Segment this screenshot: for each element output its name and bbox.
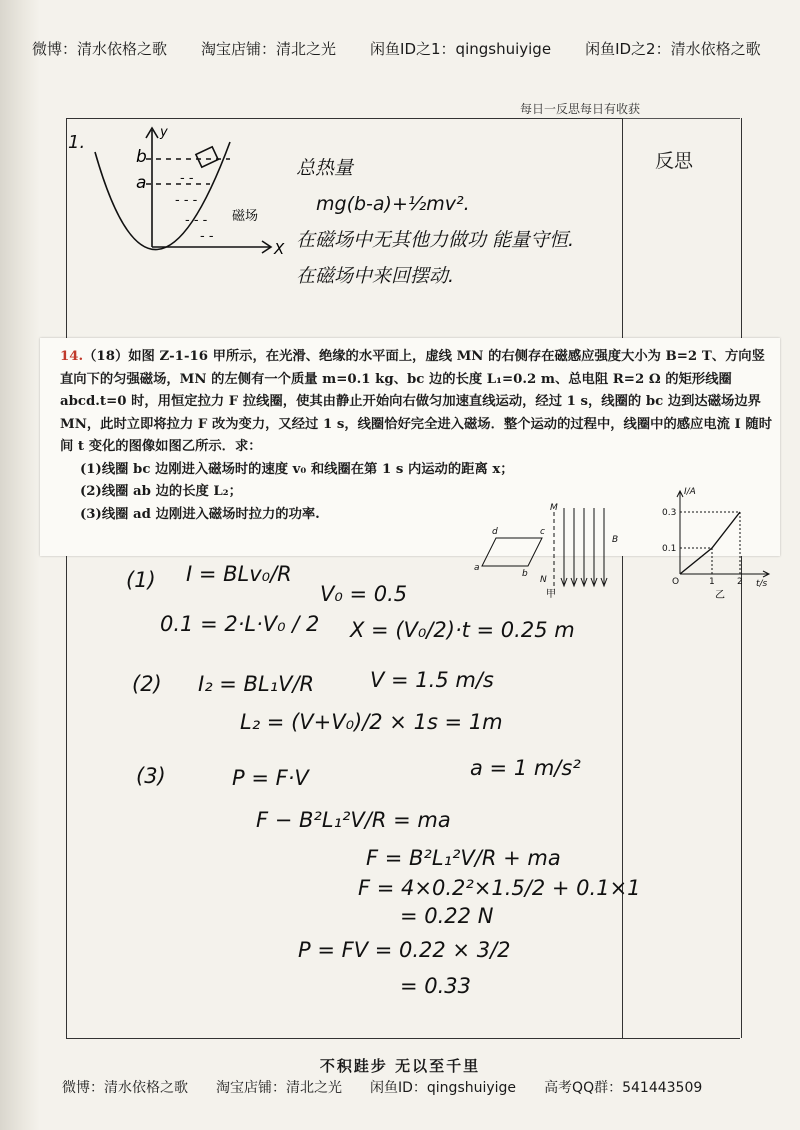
answer-line: V₀ = 0.5 (320, 582, 408, 606)
current-line (680, 512, 740, 574)
problem-intro: （18）如图 Z-1-16 甲所示，在光滑、绝缘的水平面上，虚线 MN 的右侧存在磁感应强度大小为 B=2 T、方向竖直向下的匀强磁场，MN 的左侧有一个质量 m=0.1 kg、bc 边的长度 L₁=0.2 m、总电阻 R=2 Ω 的矩形线圈 abcd.t=0 时，用恒定拉力 F 拉线圈，使其由静止开始向右做匀加速直线运动，经过 1 s，线圈的 bc 边到达磁场边界 MN，此时立即将拉力 F 改为变力，又经过 1 s，线圈恰好完全进入磁场．整个运动的过程中，线圈中的感应电流 I 随时间 t 变化的图像如图乙所示．求： (60, 349, 772, 454)
label-y: y (160, 125, 168, 140)
svg-text:- - -: - - - (175, 193, 198, 208)
label-n: N (540, 575, 547, 585)
row-divider (66, 118, 622, 119)
problem-number: 14. (60, 349, 84, 364)
reflection-column-label: 反思 (655, 150, 694, 172)
book-spine-shadow (0, 0, 40, 1130)
y-axis-label: I/A (684, 487, 696, 497)
label-field: 磁场 (232, 209, 259, 224)
svg-text:- -: - - (200, 229, 214, 244)
sub-question: (2)线圈 ab 边的长度 L₂； (80, 484, 242, 499)
answer-line: L₂ = (V+V₀)/2 × 1s = 1m (240, 710, 503, 734)
answer-3-label: (3) (136, 764, 166, 788)
header-item: 闲鱼ID之1：qingshuiyige (370, 40, 552, 58)
header-contact-line (32, 38, 780, 59)
footer-motto: 不积跬步 无以至千里 (319, 1057, 481, 1075)
answer-line: F = 4×0.2²×1.5/2 + 0.1×1 (358, 876, 641, 900)
header-item: 淘宝店铺：清北之光 (201, 40, 337, 58)
answer-line: = 0.22 N (400, 904, 494, 928)
svg-text:- - -: - - - (185, 213, 208, 228)
figure-caption: 乙 (715, 590, 725, 600)
tagline: 每日一反思每日有收获 (520, 102, 641, 116)
q1-energy-notes (296, 150, 574, 294)
footer-item: 闲鱼ID：qingshuiyige (370, 1080, 517, 1096)
answer-line: 0.1 = 2·L·V₀ / 2 (160, 612, 320, 636)
energy-note: 在磁场中无其他力做功 能量守恒. (296, 229, 575, 251)
x-axis-label: t/s (756, 579, 768, 589)
answer-line: P = F·V (232, 766, 309, 790)
figure-jia-coil-field (470, 498, 635, 598)
answer-2-label: (2) (132, 672, 162, 696)
coil-box (196, 147, 218, 167)
svg-text:- -: - - (180, 171, 194, 186)
answer-1-label: (1) (126, 568, 156, 592)
y-tick: 0.1 (662, 544, 677, 554)
y-tick: 0.3 (662, 508, 677, 518)
coil-abcd (482, 538, 542, 566)
question-number: 1. (68, 132, 86, 153)
answer-line: F − B²L₁²V/R = ma (256, 808, 451, 832)
answer-line: F = B²L₁²V/R + ma (366, 846, 561, 870)
x-tick: 2 (737, 577, 743, 587)
footer-item: 高考QQ群：541443509 (544, 1080, 703, 1096)
label-a: a (474, 563, 480, 573)
footer-item: 淘宝店铺：清北之光 (216, 1080, 342, 1096)
label-m: M (550, 503, 558, 513)
x-tick: O (672, 577, 680, 587)
sub-question: (1)线圈 bc 边刚进入磁场时的速度 v₀ 和线圈在第 1 s 内运动的距离 x； (80, 461, 514, 477)
answer-line: = 0.33 (400, 974, 472, 998)
label-a: a (136, 173, 147, 193)
label-x: X (274, 240, 285, 258)
label-c: c (540, 527, 545, 537)
field-lines (561, 508, 607, 586)
figure-caption: 甲 (546, 589, 556, 598)
energy-formula: mg(b-a)+½mv². (316, 193, 470, 215)
parabola-sketch (90, 122, 290, 262)
label-b-field: B (612, 535, 619, 545)
answer-line: P = FV = 0.22 × 3/2 (298, 938, 511, 962)
answer-line: a = 1 m/s² (470, 756, 581, 780)
answer-line: I₂ = BL₁V/R (198, 672, 315, 696)
figure-yi-current-graph (660, 482, 775, 600)
label-b: b (522, 569, 528, 579)
x-tick: 1 (709, 577, 715, 587)
answer-line: V = 1.5 m/s (370, 668, 494, 692)
sub-question: (3)线圈 ad 边刚进入磁场时拉力的功率. (80, 506, 320, 522)
answer-line: I = BLv₀/R (186, 562, 292, 586)
energy-note: 在磁场中来回摆动. (296, 265, 455, 287)
label-b: b (136, 147, 147, 167)
header-item: 闲鱼ID之2：清水依格之歌 (585, 40, 761, 58)
footer-contact-line (62, 1077, 702, 1097)
footer-item: 微博：清水依格之歌 (62, 1080, 188, 1096)
energy-title: 总热量 (296, 157, 354, 179)
header-item: 微博：清水依格之歌 (32, 40, 168, 58)
label-d: d (492, 527, 498, 537)
answer-line: X = (V₀/2)·t = 0.25 m (350, 618, 575, 642)
table-bottom-border (66, 1038, 740, 1039)
